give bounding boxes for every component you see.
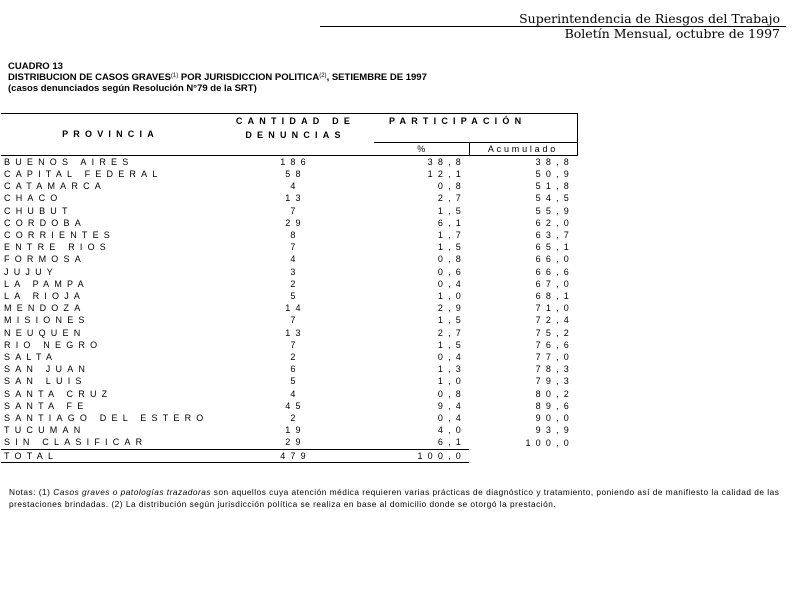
report-header-org: Superintendencia de Riesgos del Trabajo: [519, 11, 780, 26]
cell-pct: 12,1: [427, 168, 466, 179]
cell-provincia: BUENOS AIRES: [4, 156, 134, 167]
table-title: [8, 72, 427, 83]
cell-cantidad: 7: [290, 205, 301, 216]
cell-pct: 1,0: [437, 290, 466, 301]
cell-acumulado: 78,3: [535, 364, 574, 375]
cell-acumulado: 54,5: [535, 193, 574, 204]
cell-acumulado: 51,8: [535, 181, 574, 192]
table-row: [1, 424, 577, 436]
cell-cantidad: 3: [290, 266, 301, 277]
cell-cantidad: 29: [285, 217, 306, 228]
table-row: [1, 168, 577, 180]
cell-acumulado: 62,0: [535, 217, 574, 228]
cell-cantidad: 45: [285, 400, 306, 411]
cell-provincia: MENDOZA: [4, 303, 86, 314]
cell-acumulado: 67,0: [535, 278, 574, 289]
cell-pct: 0,4: [437, 278, 466, 289]
table-row: [1, 192, 577, 204]
cell-pct: 6,1: [437, 217, 466, 228]
cell-provincia: SIN CLASIFICAR: [4, 437, 148, 448]
cell-pct: 6,1: [437, 437, 466, 448]
cell-acumulado: 76,6: [535, 339, 574, 350]
notes-body: son aquellos cuya atención médica requieren varias prácticas de diagnóstico y tratamiento, poniendo así de manifiesto la calidad de las prestaciones brindadas. (2) La distribución según jurisdicción política se realiza en base al domicilio donde se otorgó la prestación.: [9, 487, 780, 509]
cell-cantidad: 7: [290, 339, 301, 350]
cell-provincia: LA PAMPA: [4, 278, 89, 289]
cell-provincia: TUCUMAN: [4, 425, 86, 436]
cell-acumulado: 38,8: [535, 156, 574, 167]
title-part-a: DISTRIBUCION DE CASOS GRAVES: [8, 72, 171, 83]
title-block: [8, 61, 427, 94]
cell-acumulado: 68,1: [535, 290, 574, 301]
cell-provincia: SAN JUAN: [4, 364, 91, 375]
table-row: [1, 155, 577, 168]
cell-pct: 1,0: [437, 376, 466, 387]
total-label: TOTAL: [1, 449, 217, 462]
cell-acumulado: 79,3: [535, 376, 574, 387]
table-row: [1, 302, 577, 314]
cell-acumulado: 65,1: [535, 242, 574, 253]
table-row: [1, 253, 577, 265]
cell-acumulado: 90,0: [535, 412, 574, 423]
table-subtitle: (casos denunciados según Resolución N°79 de la SRT): [8, 83, 257, 94]
cell-acumulado: 80,2: [535, 388, 574, 399]
cell-provincia: CAPITAL FEDERAL: [4, 168, 163, 179]
cell-provincia: ENTRE RIOS: [4, 242, 112, 253]
cell-cantidad: 4: [290, 254, 301, 265]
cell-pct: 38,8: [427, 156, 466, 167]
header-cantidad-line1: CANTIDAD DE: [217, 114, 374, 129]
cuadro-number: CUADRO 13: [8, 61, 63, 72]
table-body: [1, 155, 577, 462]
cell-cantidad: 7: [290, 242, 301, 253]
cell-cantidad: 8: [290, 229, 301, 240]
header-cantidad-line2: DENUNCIAS: [245, 130, 346, 140]
cell-acumulado: 77,0: [535, 351, 574, 362]
cell-provincia: JUJUY: [4, 266, 59, 277]
cell-pct: 4,0: [437, 425, 466, 436]
cell-cantidad: 7: [290, 315, 301, 326]
cell-acumulado: 66,0: [535, 254, 574, 265]
cell-provincia: SANTA FE: [4, 400, 89, 411]
table-row: [1, 314, 577, 326]
table-row: [1, 180, 577, 192]
table-row: [1, 351, 577, 363]
cell-acumulado: 55,9: [535, 205, 574, 216]
report-header-issue: Boletín Mensual, octubre de 1997: [564, 26, 780, 41]
cell-pct: 2,7: [437, 193, 466, 204]
cell-provincia: FORMOSA: [4, 254, 86, 265]
cell-pct: 0,8: [437, 254, 466, 265]
table-row: [1, 217, 577, 229]
cell-acumulado: 50,9: [535, 168, 574, 179]
header-participacion: PARTICIPACIÓN: [374, 114, 577, 129]
notes-prefix: Notas: (1): [9, 487, 54, 497]
cell-provincia: NEUQUEN: [4, 327, 86, 338]
table-row: [1, 436, 577, 449]
header-provincia: PROVINCIA: [1, 114, 217, 156]
table-row: [1, 205, 577, 217]
cell-provincia: CHACO: [4, 193, 63, 204]
cell-cantidad: 4: [290, 388, 301, 399]
cell-cantidad: 4: [290, 181, 301, 192]
footnotes: [9, 487, 799, 510]
header-acumulado: Acumulado: [469, 142, 577, 155]
cell-provincia: SAN LUIS: [4, 376, 87, 387]
cell-pct: 0,4: [437, 412, 466, 423]
cell-acumulado: 66,6: [535, 266, 574, 277]
cell-provincia: CORRIENTES: [4, 229, 116, 240]
cell-acumulado: 63,7: [535, 229, 574, 240]
table-row: [1, 375, 577, 387]
cell-cantidad: 5: [290, 376, 301, 387]
cell-pct: 1,3: [437, 364, 466, 375]
cell-pct: 0,4: [437, 351, 466, 362]
title-part-b: POR JURISDICCION POLITICA: [180, 72, 320, 83]
cell-cantidad: 5: [290, 290, 301, 301]
data-table: [1, 113, 578, 463]
cell-provincia: SANTIAGO DEL ESTERO: [4, 412, 209, 423]
total-pct: 100,0: [374, 449, 469, 462]
cell-cantidad: 29: [285, 437, 306, 448]
cell-cantidad: 14: [285, 303, 306, 314]
cell-cantidad: 19: [285, 425, 306, 436]
cell-provincia: RIO NEGRO: [4, 339, 103, 350]
header-cantidad-spacer: [217, 142, 374, 155]
cell-pct: 1,7: [437, 229, 466, 240]
table-row: [1, 290, 577, 302]
table-row: [1, 327, 577, 339]
cell-acumulado: 72,4: [535, 315, 574, 326]
footnote-ref-2: (2): [319, 73, 327, 79]
cell-provincia: MISIONES: [4, 315, 90, 326]
table-row: [1, 400, 577, 412]
table-row: [1, 229, 577, 241]
table-row: [1, 363, 577, 375]
cell-pct: 2,9: [437, 303, 466, 314]
table-row: [1, 241, 577, 253]
total-cantidad: 479: [217, 449, 374, 462]
cell-pct: 9,4: [437, 400, 466, 411]
table-row: [1, 266, 577, 278]
total-empty-cell: [469, 449, 577, 462]
cell-cantidad: 186: [280, 156, 311, 167]
cell-cantidad: 13: [285, 327, 306, 338]
table-row: [1, 388, 577, 400]
cell-acumulado: 71,0: [535, 303, 574, 314]
cell-pct: 1,5: [437, 242, 466, 253]
cell-cantidad: 2: [290, 412, 301, 423]
cell-cantidad: 2: [290, 278, 301, 289]
cell-provincia: SANTA CRUZ: [4, 388, 113, 399]
table-row: [1, 412, 577, 424]
cell-pct: 1,5: [437, 339, 466, 350]
cell-provincia: SALTA: [4, 351, 58, 362]
cell-pct: 0,8: [437, 388, 466, 399]
cell-provincia: CATAMARCA: [4, 181, 106, 192]
cell-provincia: CHUBUT: [4, 205, 73, 216]
cell-acumulado: 93,9: [535, 425, 574, 436]
cell-acumulado: 75,2: [535, 327, 574, 338]
cell-pct: 1,5: [437, 205, 466, 216]
header-participacion-spacer: [374, 128, 577, 142]
cell-provincia: LA RIOJA: [4, 290, 86, 301]
title-part-c: , SETIEMBRE DE 1997: [326, 72, 427, 83]
cell-cantidad: 2: [290, 351, 301, 362]
footnote-ref-1: (1): [170, 73, 179, 79]
total-row: [1, 449, 577, 462]
cell-provincia: CORDOBA: [4, 217, 86, 228]
cell-pct: 0,6: [437, 266, 466, 277]
table-row: [1, 278, 577, 290]
cell-pct: 2,7: [437, 327, 466, 338]
cell-pct: 0,8: [437, 181, 466, 192]
header-pct: %: [374, 142, 469, 155]
cell-cantidad: 6: [290, 364, 301, 375]
cell-acumulado: 100,0: [525, 437, 574, 448]
cell-pct: 1,5: [437, 315, 466, 326]
cell-cantidad: 58: [285, 168, 306, 179]
notes-italic-term: Casos graves o patologías trazadoras: [53, 487, 211, 497]
table-row: [1, 339, 577, 351]
cell-cantidad: 13: [285, 193, 306, 204]
cell-acumulado: 89,6: [535, 400, 574, 411]
